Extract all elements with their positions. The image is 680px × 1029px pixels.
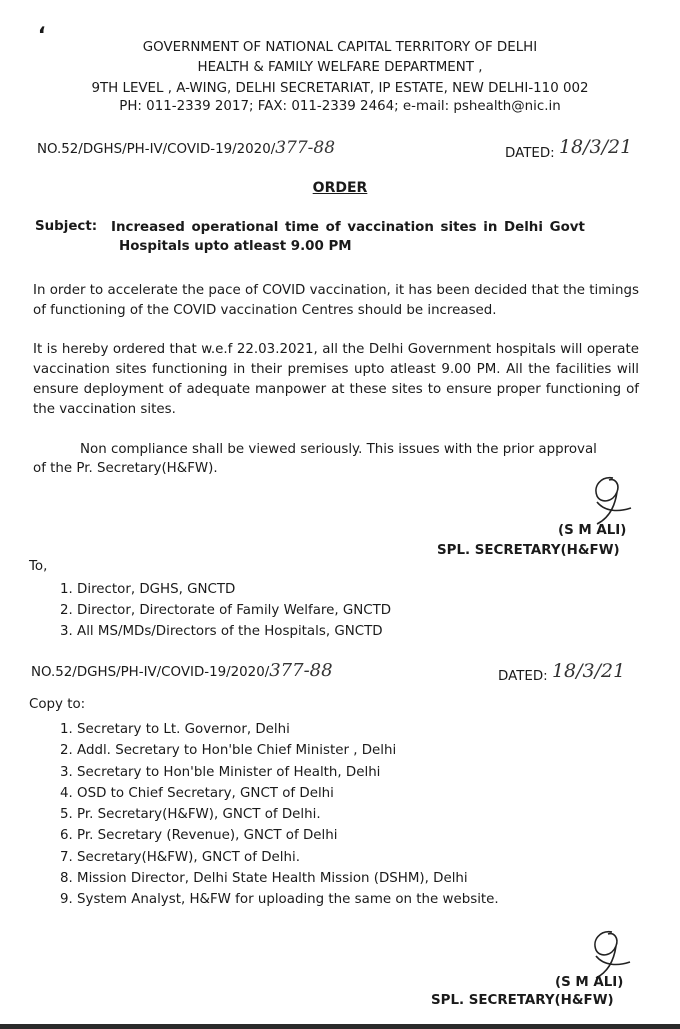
handwritten-date-copy: 18/3/21 [551, 660, 626, 682]
reference-number-copy [31, 660, 333, 681]
dated [505, 136, 633, 161]
copy-item: 6. Pr. Secretary (Revenue), GNCT of Delhi [60, 828, 338, 844]
copy-item: 5. Pr. Secretary(H&FW), GNCT of Delhi. [60, 807, 321, 823]
signature-1 [583, 472, 635, 528]
signatory-name-2: (S M ALI) [555, 975, 624, 990]
paragraph-3-line-1: Non compliance shall be viewed seriously. This issues with the prior approval [80, 442, 597, 457]
header-line-3: 9TH LEVEL , A-WING, DELHI SECRETARIAT, IP ESTATE, NEW DELHI-110 002 [91, 81, 589, 96]
to-item: 3. All MS/MDs/Directors of the Hospitals, GNCTD [60, 624, 383, 639]
header-line-2: HEALTH & FAMILY WELFARE DEPARTMENT , [197, 60, 483, 75]
subject-line-1: Increased operational time of vaccination sites in Delhi Govt [111, 220, 585, 235]
paragraph-2: It is hereby ordered that w.e.f 22.03.2021, all the Delhi Government hospitals will operate vaccination sites functioning in their premises upto atleast 9.00 PM. All the facilities will ensure deployment of adequate manpower at these sites to ensure proper functioning of the vaccination sites. [33, 342, 639, 417]
copy-to-label: Copy to: [29, 697, 86, 712]
subject-line-2: Hospitals upto atleast 9.00 PM [119, 239, 352, 254]
handwritten-date: 18/3/21 [558, 136, 633, 158]
signature-2 [582, 926, 634, 982]
subject-label: Subject: [35, 219, 98, 234]
header-line-4: PH: 011-2339 2017; FAX: 011-2339 2464; e-mail: pshealth@nic.in [119, 99, 561, 114]
to-label: To, [29, 559, 48, 574]
signatory-title-1: SPL. SECRETARY(H&FW) [437, 543, 620, 558]
reference-number [37, 138, 335, 158]
copy-item: 1. Secretary to Lt. Governor, Delhi [60, 722, 290, 737]
copy-to-list [60, 719, 499, 911]
to-item: 2. Director, Directorate of Family Welfare, GNCTD [60, 603, 392, 618]
copy-item: 3. Secretary to Hon'ble Minister of Health, Delhi [60, 764, 381, 780]
signatory-title-2: SPL. SECRETARY(H&FW) [431, 993, 614, 1008]
signatory-name-1: (S M ALI) [558, 523, 627, 538]
reference-number-copy-text: NO.52/DGHS/PH-IV/COVID-19/2020/ [31, 665, 270, 680]
handwritten-reference: 377-88 [275, 138, 336, 158]
to-item: 1. Director, DGHS, GNCTD [60, 582, 236, 597]
dated-label: DATED: [505, 146, 555, 161]
paragraph-1: In order to accelerate the pace of COVID vaccination, it has been decided that the timings of functioning of the COVID vaccination Centres should be increased. [33, 283, 639, 318]
paragraph-3-line-2: of the Pr. Secretary(H&FW). [33, 461, 218, 476]
to-list [60, 579, 391, 642]
copy-item: 4. OSD to Chief Secretary, GNCT of Delhi [60, 785, 334, 801]
copy-item: 8. Mission Director, Delhi State Health Mission (DSHM), Delhi [60, 871, 468, 887]
corner-mark: ، [38, 14, 46, 38]
handwritten-reference-copy: 377-88 [269, 660, 333, 681]
reference-number-text: NO.52/DGHS/PH-IV/COVID-19/2020/ [37, 142, 276, 157]
dated-copy [498, 660, 625, 682]
scan-edge [0, 1024, 680, 1029]
copy-item: 7. Secretary(H&FW), GNCT of Delhi. [60, 849, 300, 865]
order-title: ORDER [312, 180, 368, 196]
copy-item: 9. System Analyst, H&FW for uploading the same on the website. [60, 892, 499, 908]
header-line-1: GOVERNMENT OF NATIONAL CAPITAL TERRITORY OF DELHI [142, 40, 538, 55]
copy-item: 2. Addl. Secretary to Hon'ble Chief Minister , Delhi [60, 743, 397, 759]
dated-label-copy: DATED: [498, 669, 548, 684]
